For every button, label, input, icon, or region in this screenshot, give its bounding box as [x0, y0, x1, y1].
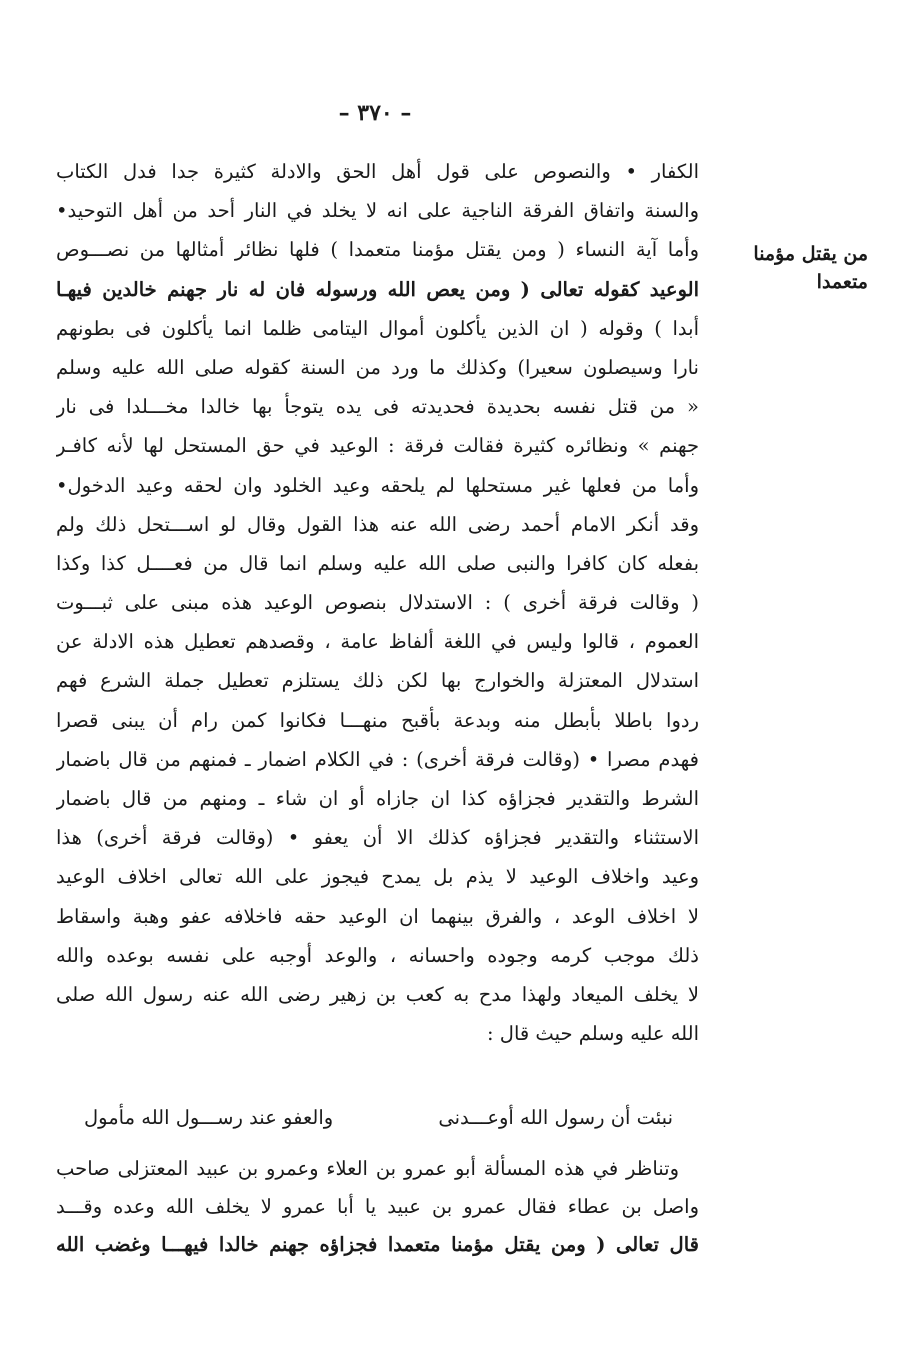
poetry-verse: [56, 1098, 699, 1138]
verse-first-hemistich: نبئت أن رسول الله أوعـــدنى: [438, 1106, 673, 1129]
text-line: لا اخلاف الوعد ، والفرق بينهما ان الوعيد حقه فاخلافه عفو وهبة واسقاط: [56, 904, 699, 928]
text-line: ذلك موجب كرمه وجوده واحسانه ، والوعد أوجبه على نفسه بوعده والله: [56, 943, 699, 967]
text-line: العموم ، قالوا وليس في اللغة ألفاظ عامة ، وقصدهم تعطيل هذه الادلة عن: [56, 630, 699, 654]
text-line: الكفار • والنصوص على قول أهل الحق والادلة كثيرة جدا فدل الكتاب: [56, 160, 699, 183]
closing-text-block: [56, 1150, 699, 1264]
margin-heading: [718, 240, 868, 296]
text-line: نارا وسيصلون سعيرا) وكذلك ما ورد من السنة كقوله صلى الله عليه وسلم: [56, 355, 699, 379]
text-line: استدلال المعتزلة والخوارج بها لكن ذلك يستلزم تعطيل جملة الشرع فهم: [56, 669, 699, 693]
main-text-block: [56, 152, 699, 1053]
text-line: الاستثناء والتقدير فجزاؤه كذلك الا أن يعفو • (وقالت فرقة أخرى) هذا: [56, 826, 699, 850]
text-line: الشرط والتقدير فجزاؤه كذا ان جازاه أو ان شاء ـ ومنهم من قال باضمار: [56, 787, 699, 810]
text-line: بفعله كان كافرا والنبى صلى الله عليه وسلم انما قال من فعــــل كذا وكذا: [56, 551, 699, 575]
margin-heading-line-2: متعمدا: [816, 271, 868, 293]
text-line: فهدم مصرا • (وقالت فرقة أخرى) : في الكلام اضمار ـ فمنهم من قال باضمار: [56, 747, 699, 771]
text-line: والسنة واتفاق الفرقة الناجية على انه لا يخلد في النار أحد من أهل التوحيد•: [56, 199, 699, 223]
text-line: ( وقالت فرقة أخرى ) : الاستدلال بنصوص الوعيد هذه مبنى على ثبـــوت: [56, 591, 699, 615]
text-line: وقد أنكر الامام أحمد رضى الله عنه هذا القول وقال لو اســـتحل ذلك ولم: [56, 512, 699, 536]
text-line: « من قتل نفسه بحديدة فحديدته فى يده يتوجأ بها خالدا مخـــلدا فى نار: [56, 395, 699, 419]
text-line: الله عليه وسلم حيث قال :: [487, 1022, 699, 1046]
text-line: وأما آية النساء ( ومن يقتل مؤمنا متعمدا ) فلها نظائر أمثالها من نصـــوص: [56, 238, 699, 262]
margin-heading-line-1: من يقتل مؤمنا: [753, 243, 868, 265]
text-line: جهنم » ونظائره كثيرة فقالت فرقة : الوعيد في حق المستحل لها لأنه كافـر: [56, 434, 699, 458]
text-line: الوعيد كقوله تعالى ( ومن يعص الله ورسوله فان له نار جهنم خالدين فيهـا: [56, 277, 699, 301]
text-line: وتناظر في هذه المسألة أبو عمرو بن العلاء وعمرو بن عبيد المعتزلى صاحب: [56, 1157, 679, 1180]
text-line: وعيد واخلاف الوعيد لا يذم بل يمدح فيجوز على الله تعالى اخلاف الوعيد: [56, 865, 699, 889]
text-line: قال تعالى ( ومن يقتل مؤمنا متعمدا فجزاؤه جهنم خالدا فيهـــا وغضب الله: [56, 1233, 699, 1256]
page-number: – ٣٧٠ –: [338, 100, 412, 126]
verse-second-hemistich: والعفو عند رســـول الله مأمول: [84, 1106, 334, 1129]
text-line: وأما من فعلها غير مستحلها لم يلحقه وعيد الخلود وان لحقه وعيد الدخول•: [56, 473, 699, 497]
text-line: لا يخلف الميعاد ولهذا مدح به كعب بن زهير رضى الله عنه رسول الله صلى: [56, 982, 699, 1006]
text-line: ردوا باطلا بأبطل منه وبدعة بأقبح منهـــا فكانوا كمن رام أن يبنى قصرا: [56, 708, 699, 732]
text-line: واصل بن عطاء فقال عمرو بن عبيد يا أبا عمرو لا يخلف الله وعده وقـــد: [56, 1195, 699, 1218]
text-line: أبدا ) وقوله ( ان الذين يأكلون أموال اليتامى ظلما انما يأكلون فى بطونهم: [56, 316, 699, 340]
